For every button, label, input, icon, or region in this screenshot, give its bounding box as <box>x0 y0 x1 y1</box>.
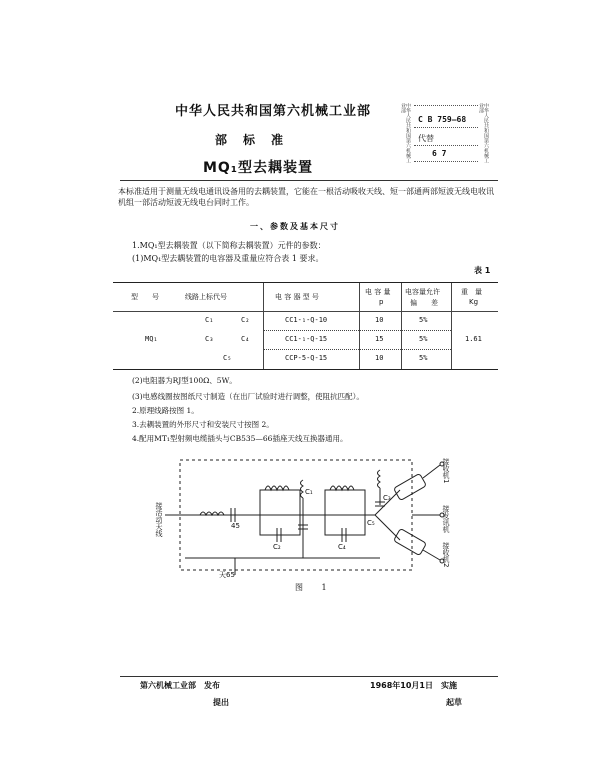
code-c3: C₃ <box>205 335 214 343</box>
label-45: 45 <box>231 522 240 530</box>
page-number: 6 7 <box>432 149 447 158</box>
note-connector: 4.配用MT₁型射频电缆插头与CB535—66插座天线互换器通用。 <box>132 434 348 443</box>
cap-row-2: 15 <box>375 335 384 343</box>
header-capacitance-unit: p <box>379 298 384 306</box>
stage-2-inductor <box>330 486 354 490</box>
stage-2-box <box>325 490 365 535</box>
note-circuit: 2.原理线路按图 1。 <box>132 406 199 415</box>
proposed-by: 提出 <box>213 698 229 707</box>
published-by: 第六机械工业部 发布 <box>140 681 220 690</box>
note-inductor: (3)电感线圈按图纸尺寸制造（在出厂试验时进行调整，使阻抗匹配）。 <box>132 392 364 401</box>
label-c3: C₃ <box>383 494 391 502</box>
stage-1-box <box>260 490 300 535</box>
note-resistor: (2)电阻器为RJ型100Ω、5W。 <box>132 376 237 385</box>
output-inductor <box>378 470 381 488</box>
implementation-date: 1968年10月1日 实施 <box>370 681 457 690</box>
label-bottom: 天65 <box>219 571 235 579</box>
label-receiver-2: 接收机2 <box>442 542 450 568</box>
header-tolerance-unit: 偏 差 <box>410 299 438 307</box>
label-c1: C₁ <box>305 488 313 496</box>
header-weight: 重 量 <box>461 288 482 296</box>
header-tolerance: 电容量允许 <box>405 288 440 296</box>
label-receiver-1: 接收机1 <box>442 458 450 484</box>
header-capacitance: 电 容 量 <box>365 288 391 296</box>
issuing-organization: 中华人民共和国第六机械工业部 <box>175 104 372 119</box>
figure-caption: 图 1 <box>295 583 335 592</box>
table-label: 表 1 <box>474 266 491 275</box>
tol-row-2: 5% <box>419 335 428 343</box>
label-c4: C₄ <box>338 543 346 551</box>
code-c1: C₁ <box>205 316 214 324</box>
label-c2: C₂ <box>273 543 281 551</box>
coupling-inductor <box>301 480 304 498</box>
intro-paragraph: 本标准适用于测量无线电通讯设备用的去耦装置，它能在一根活动吸收天线、短一部通两部短波无线电收讯机组一部活动短波无线电台同时工作。 <box>118 187 494 207</box>
circuit-diagram <box>155 450 475 580</box>
cap-model-row-1: CC1-₁-Q-10 <box>285 316 328 324</box>
paragraph-2: (1)MQ₁型去耦装置的电容器及重量应符合表 1 要求。 <box>132 254 324 263</box>
tol-row-3: 5% <box>419 354 428 362</box>
label-left-antenna: 接活动天线 <box>155 502 163 537</box>
document-title: MQ₁型去耦装置 <box>203 160 313 176</box>
header-cap-model: 电 容 器 型 号 <box>275 293 319 301</box>
cap-model-row-2: CC1-₁-Q-15 <box>285 335 328 343</box>
header-code: 线路上标代号 <box>185 293 227 301</box>
cap-row-3: 10 <box>375 354 384 362</box>
footer-rule <box>120 676 498 677</box>
tol-row-1: 5% <box>419 316 428 324</box>
standard-number-box <box>402 103 488 165</box>
code-c5: C₅ <box>223 354 232 362</box>
resistor-lower <box>394 528 427 555</box>
header-type: 型 号 <box>131 293 159 301</box>
prepared-by: 起草 <box>446 698 462 707</box>
replaces-label: 代替 <box>418 134 434 143</box>
standard-box-side-text-right: 中华人民共和国第六机械工业部 <box>478 103 489 163</box>
cap-model-row-3: CCP-5-Q-15 <box>285 354 328 362</box>
document-type: 部标准 <box>215 133 300 147</box>
standard-box-side-text-left: 中华人民共和国第六机械工业部 <box>400 103 411 163</box>
stage-1-inductor <box>265 486 289 490</box>
code-c2: C₂ <box>241 316 250 324</box>
standard-code: C B 759—68 <box>418 115 467 124</box>
capacitor-table <box>113 282 498 370</box>
code-c4: C₄ <box>241 335 250 343</box>
model-cell: MQ₁ <box>145 335 158 343</box>
title-rule <box>120 180 498 181</box>
label-c5: C₅ <box>367 519 375 527</box>
weight-cell: 1.61 <box>465 335 482 343</box>
section-heading: 一、参数及基本尺寸 <box>250 222 340 231</box>
cap-row-1: 10 <box>375 316 384 324</box>
resistor-upper <box>394 473 427 500</box>
note-dimensions: 3.去耦装置的外形尺寸和安装尺寸按图 2。 <box>132 420 274 429</box>
paragraph-1: 1.MQ₁型去耦装置（以下简称去耦装置）元件的参数： <box>132 241 326 250</box>
header-weight-unit: Kg <box>469 298 479 306</box>
label-transmitter: 接发讯机 <box>442 505 450 533</box>
